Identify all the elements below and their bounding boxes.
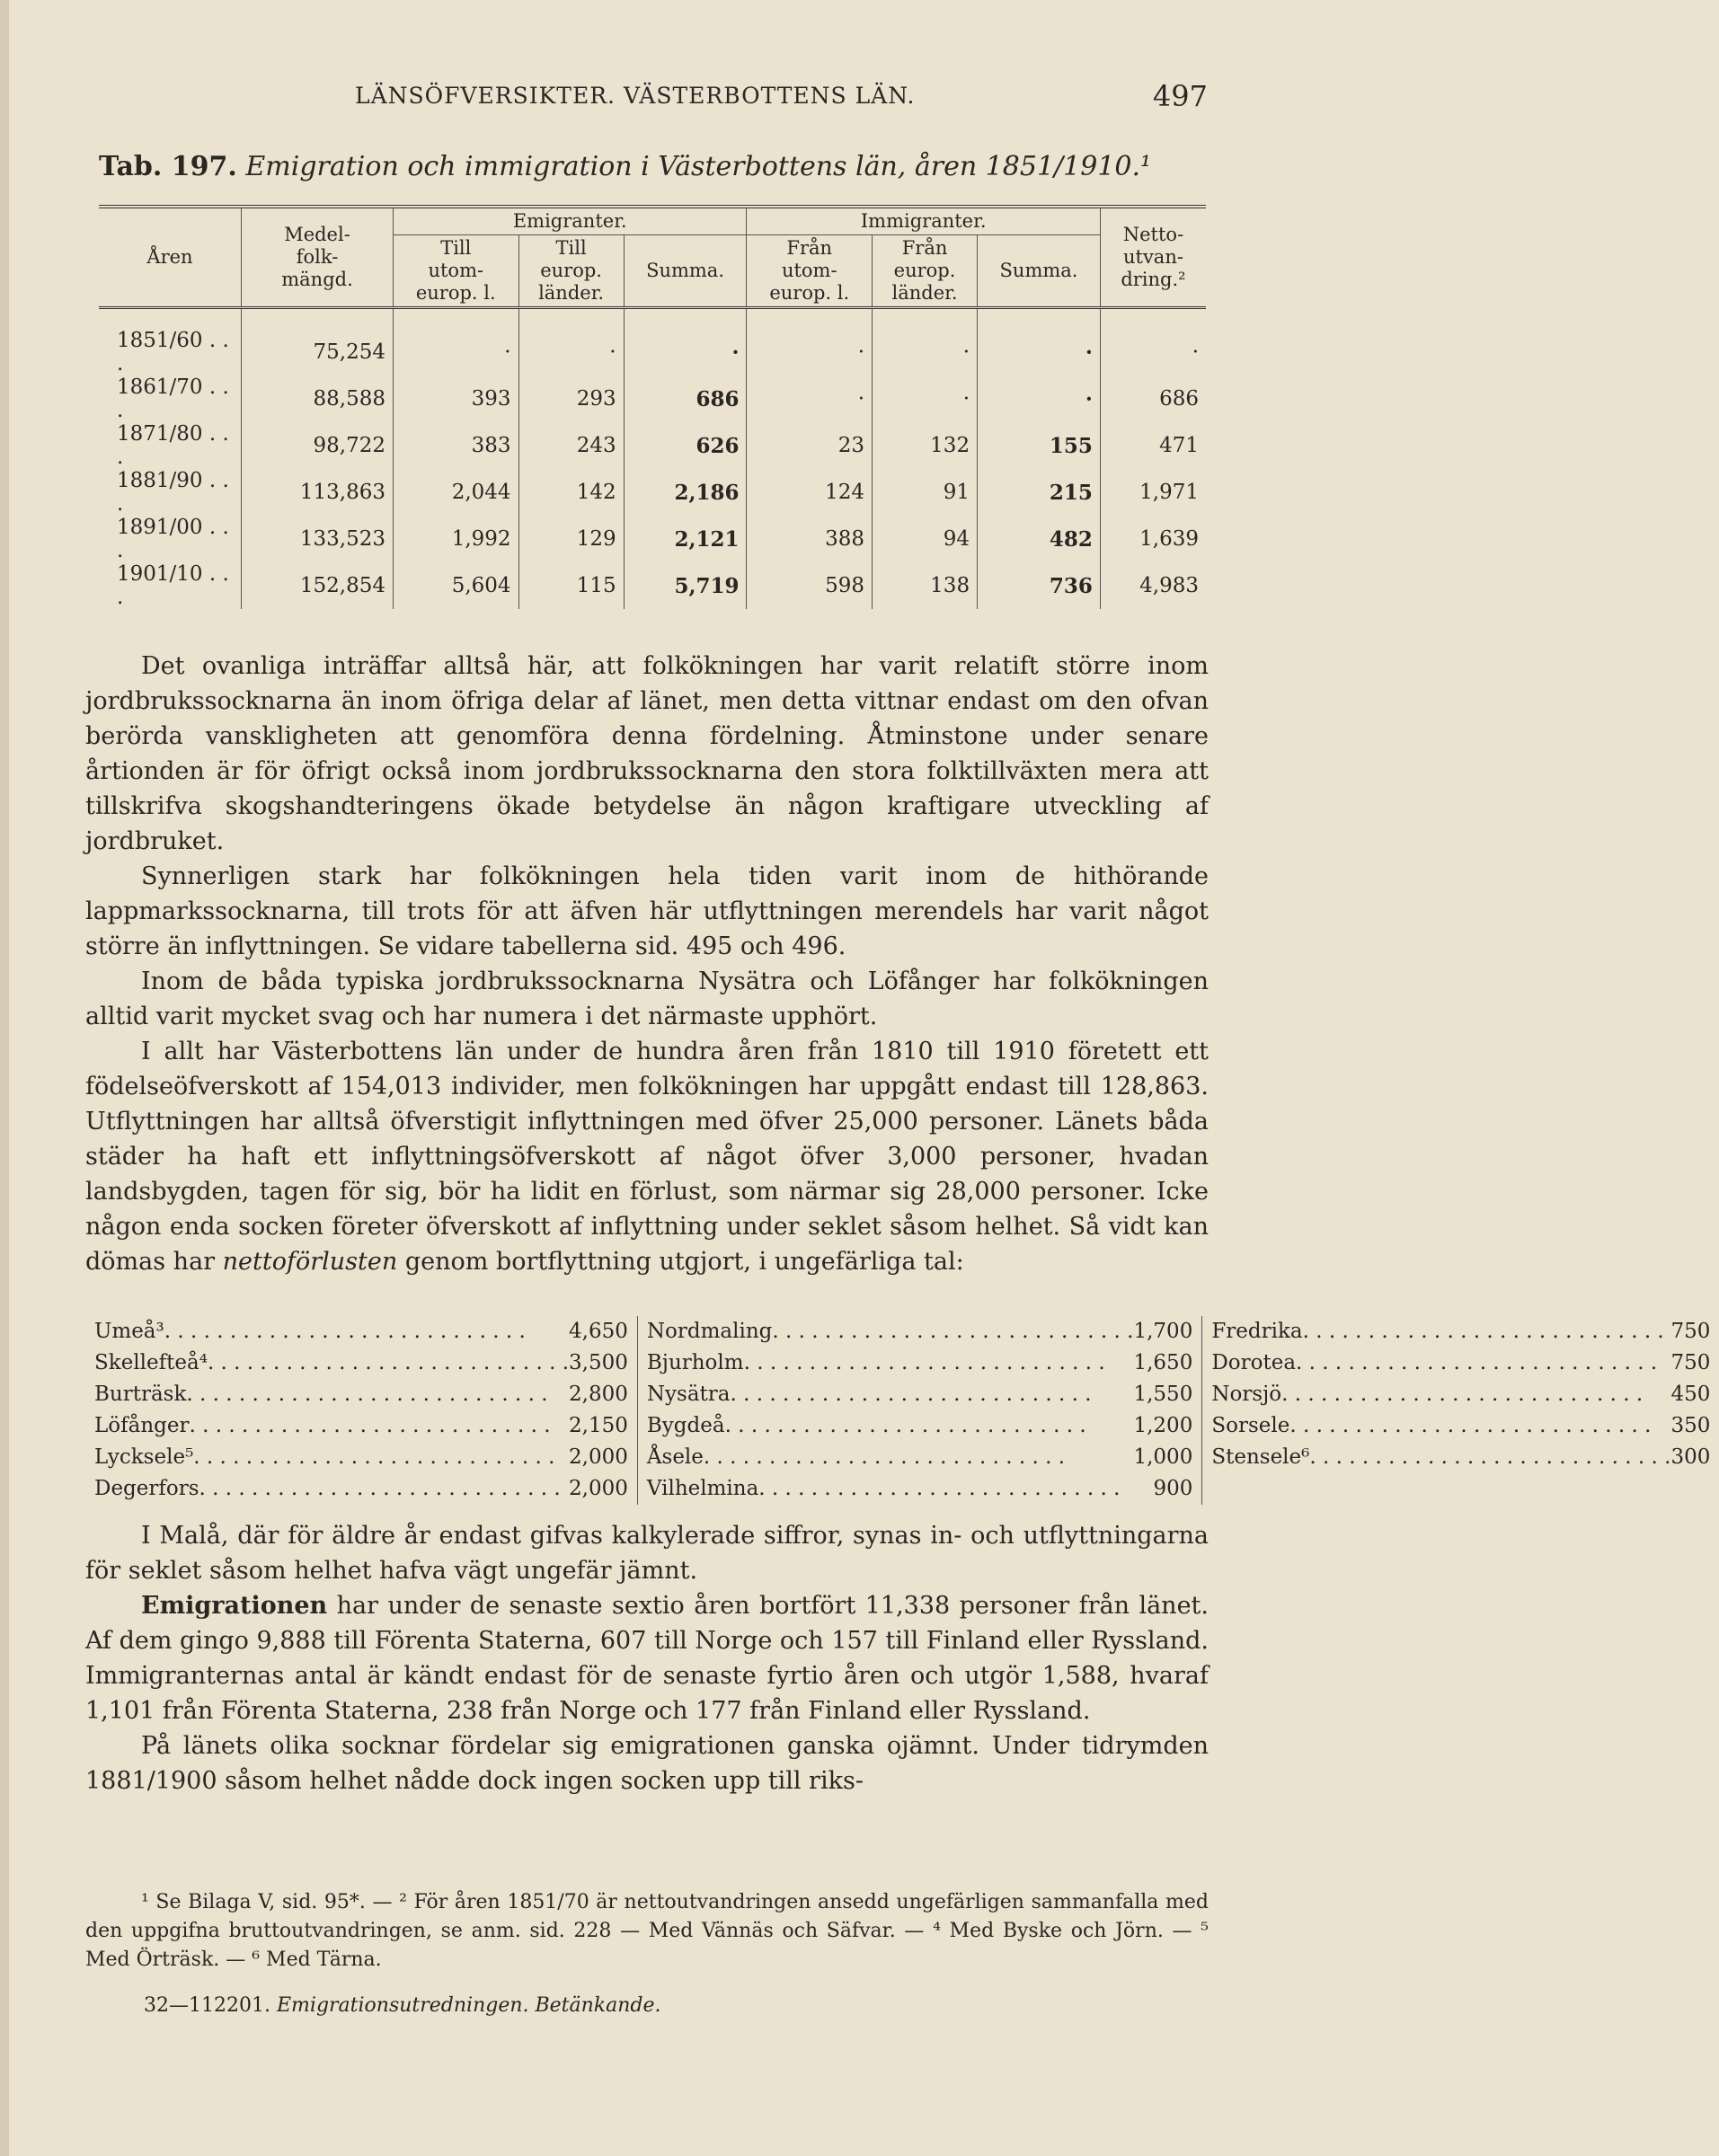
parish-value: 4,650: [569, 1320, 628, 1343]
paragraph-parishes: På länets olika socknar fördelar sig emigrationen ganska ojämnt. Under tidrymden 1881/1900 såsom helhet nådde dock ingen socken upp till riks-: [85, 1732, 1209, 1795]
leader-dots: [190, 1410, 570, 1442]
cell-value: 736: [978, 562, 1101, 609]
cell-value: 91: [873, 469, 978, 516]
publication-title: Emigrationsutredningen. Betänkande.: [276, 1994, 661, 2017]
cell-population: 88,588: [242, 376, 394, 422]
parish-row: [647, 1473, 1192, 1505]
cell-value: 2,121: [624, 516, 747, 562]
leader-dots: [704, 1442, 1134, 1473]
cell-value: ·: [747, 308, 873, 376]
leader-dots: [186, 1379, 569, 1410]
leader-dots: [164, 1316, 569, 1348]
parish-row: [647, 1410, 1192, 1442]
leader-dots: [208, 1348, 569, 1379]
cell-value: 155: [978, 422, 1101, 469]
parish-row: [1211, 1316, 1710, 1348]
parish-row: [1211, 1379, 1710, 1410]
emigration-table: [99, 205, 1206, 609]
parish-value: 2,000: [569, 1477, 628, 1500]
leader-dots: [758, 1473, 1153, 1505]
leader-dots: [1303, 1316, 1671, 1348]
cell-value: 482: [978, 516, 1101, 562]
page-edge: [0, 0, 9, 2156]
table-row: [99, 308, 1206, 376]
emphasis-nettoforlusten: nettoförlusten: [222, 1248, 398, 1276]
cell-value: 243: [518, 422, 624, 469]
leader-dots: [193, 1442, 569, 1473]
cell-value: 5,604: [394, 562, 519, 609]
parish-value: 2,150: [569, 1414, 628, 1437]
parish-value: 2,000: [569, 1445, 628, 1469]
parish-name: Löfånger: [94, 1414, 190, 1437]
parish-name: Nordmaling: [646, 1320, 773, 1343]
header-summa-emig: Summa.: [624, 235, 747, 308]
cell-value: 138: [873, 562, 978, 609]
cell-year: 1901/10 . . .: [117, 562, 229, 609]
parish-name: Umeå³: [94, 1320, 164, 1343]
cell-value: ·: [394, 308, 519, 376]
parish-name: Åsele: [646, 1445, 704, 1469]
parish-row: [94, 1379, 628, 1410]
cell-value: 383: [394, 422, 519, 469]
running-header: LÄNSÖFVERSIKTER. VÄSTERBOTTENS LÄN.: [355, 83, 916, 109]
parish-name: Nysätra: [646, 1383, 731, 1406]
leader-dots: [199, 1473, 570, 1505]
parish-row: [1211, 1348, 1710, 1379]
parish-name: Bjurholm: [646, 1351, 744, 1374]
header-till-utomeurop: Till utom- europ. l.: [394, 235, 519, 308]
leader-dots: [725, 1410, 1134, 1442]
cell-value: ·: [873, 308, 978, 376]
cell-value: 686: [624, 376, 747, 422]
cell-population: 152,854: [242, 562, 394, 609]
parish-list: [85, 1316, 1711, 1505]
cell-value: ·: [624, 308, 747, 376]
parish-name: Burträsk: [94, 1383, 187, 1406]
parish-value: 900: [1153, 1477, 1193, 1500]
paragraph: Det ovanliga inträffar alltså här, att folkökningen har varit relatift större inom jordbrukssocknarna än inom öfriga delar af länet, men detta vittnar endast om den ofvan berörda vanskligheten att genomföra denna fördelning. Åtminstone under senare årtionden är för öfrigt också inom jordbrukssocknarna den stora folktillväxten mera att tillskrifva skogshandteringens ökade betydelse än någon kraftigare utveckling af jordbruket.: [85, 652, 1209, 855]
parish-value: 1,700: [1133, 1320, 1193, 1343]
cell-value: 2,044: [394, 469, 519, 516]
cell-value: ·: [518, 308, 624, 376]
paragraph-emigration: [85, 1588, 1209, 1728]
parish-name: Skellefteå⁴: [94, 1351, 208, 1374]
footnote-text: ¹ Se Bilaga V, sid. 95*. — ² För åren 1851/70 är nettoutvandringen ansedd ungefärligen sammanfalla med den uppgifna bruttoutvandringen, se anm. sid. 228 — Med Vännäs och Säfvar. — ⁴ Med Byske och Jörn. — ⁵ Med Örträsk. — ⁶ Med Tärna.: [85, 1891, 1209, 1971]
leader-dots: [1296, 1348, 1670, 1379]
leader-dots: [1281, 1379, 1670, 1410]
footnotes: [85, 1888, 1209, 1975]
paragraph-mala: I Malå, där för äldre år endast gifvas kalkylerade siffror, synas in- och utflyttningarna för seklet såsom helhet hafva vägt ungefär jämnt.: [85, 1522, 1209, 1585]
parish-row: [94, 1442, 628, 1473]
parish-value: 300: [1670, 1445, 1711, 1469]
table-row: [99, 516, 1206, 562]
cell-value: ·: [1100, 308, 1206, 376]
table-title: Emigration och immigration i Västerbottens län, åren 1851/1910.¹: [245, 151, 1152, 182]
cell-value: 1,639: [1100, 516, 1206, 562]
parish-value: 750: [1670, 1351, 1711, 1374]
table-caption: [99, 151, 1151, 182]
cell-value: 215: [978, 469, 1101, 516]
cell-value: ·: [747, 376, 873, 422]
cell-value: 5,719: [624, 562, 747, 609]
parish-value: 450: [1670, 1383, 1711, 1406]
cell-value: 129: [518, 516, 624, 562]
parish-row: [94, 1473, 628, 1505]
cell-value: 388: [747, 516, 873, 562]
parish-row: [647, 1442, 1192, 1473]
header-nettoutvandring: Netto- utvan- dring.²: [1100, 207, 1206, 308]
cell-value: 626: [624, 422, 747, 469]
page-footer: [144, 1994, 661, 2017]
cell-year: 1891/00 . . .: [117, 516, 229, 562]
paragraph-text: genom bortflyttning utgjort, i ungefärliga tal:: [397, 1248, 964, 1276]
parish-name: Fredrika: [1211, 1320, 1303, 1343]
paragraph: Synnerligen stark har folkökningen hela tiden varit inom de hithörande lappmarkssocknarna, till trots för att äfven här utflyttningen merendels har varit något större än inflyttningen. Se vidare tabellerna sid. 495 och 496.: [85, 862, 1209, 960]
cell-value: 115: [518, 562, 624, 609]
paragraph-netloss: [85, 1034, 1209, 1279]
leader-dots: [1309, 1442, 1670, 1473]
cell-year: 1851/60 . . .: [117, 329, 229, 376]
parish-value: 750: [1670, 1320, 1711, 1343]
header-fran-utomeurop: Från utom- europ. l.: [747, 235, 873, 308]
header-medelfolkmangd: Medel- folk- mängd.: [242, 207, 394, 308]
cell-value: 1,971: [1100, 469, 1206, 516]
leader-dots: [744, 1348, 1134, 1379]
cell-population: 133,523: [242, 516, 394, 562]
parish-value: 2,800: [569, 1383, 628, 1406]
header-aren: Åren: [146, 246, 193, 268]
header-till-europ: Till europ. länder.: [518, 235, 624, 308]
parish-value: 1,200: [1133, 1414, 1193, 1437]
cell-value: 4,983: [1100, 562, 1206, 609]
body-text: [85, 649, 1209, 1279]
cell-value: 94: [873, 516, 978, 562]
cell-value: ·: [978, 376, 1101, 422]
paragraph: Inom de båda typiska jordbrukssocknarna Nysätra och Löfånger har folkökningen alltid varit mycket svag och har numera i det närmaste upphört.: [85, 968, 1209, 1030]
parish-row: [94, 1348, 628, 1379]
heading-emigrationen: Emigrationen: [141, 1592, 328, 1620]
parish-column: [1201, 1316, 1719, 1505]
parish-row: [1211, 1410, 1710, 1442]
cell-value: 142: [518, 469, 624, 516]
table-row: [99, 562, 1206, 609]
paragraph-text: I allt har Västerbottens län under de hundra åren från 1810 till 1910 företett ett födelseöfverskott af 154,013 individer, men folkökningen har uppgått endast till 128,863. Utflyttningen har alltså öfverstigit inflyttningen med öfver 25,000 personer. Länets båda städer ha haft ett inflyttningsöfverskott af något öfver 3,000 personer, hvadan landsbygden, tagen för sig, bör ha lidit en förlust, som närmar sig 28,000 personer. Icke någon enda socken företer öfverskott af inflyttning under seklet såsom helhet. Så vidt kan dömas har: [85, 1038, 1209, 1276]
cell-value: 293: [518, 376, 624, 422]
cell-value: ·: [873, 376, 978, 422]
cell-year: 1881/90 . . .: [117, 469, 229, 516]
paragraph-text: har under de senaste sextio åren bortfört 11,338 personer från länet. Af dem gingo 9,888 till Förenta Staterna, 607 till Norge och 157 till Finland eller Ryssland. Immigranternas antal är kändt endast för de senaste fyrtio åren och utgör 1,588, hvaraf 1,101 från Förenta Staterna, 238 från Norge och 177 från Finland eller Ryssland.: [85, 1592, 1210, 1725]
parish-name: Lycksele⁵: [94, 1445, 194, 1469]
parish-row: [1211, 1442, 1710, 1473]
cell-value: 393: [394, 376, 519, 422]
parish-name: Vilhelmina: [646, 1477, 759, 1500]
parish-row: [647, 1316, 1192, 1348]
parish-name: Norsjö: [1211, 1383, 1282, 1406]
parish-name: Stensele⁶: [1211, 1445, 1310, 1469]
parish-value: 1,550: [1133, 1383, 1193, 1406]
cell-value: 124: [747, 469, 873, 516]
parish-value: 3,500: [569, 1351, 628, 1374]
parish-value: 1,650: [1133, 1351, 1193, 1374]
cell-value: 23: [747, 422, 873, 469]
header-emigranter: Emigranter.: [394, 207, 747, 235]
parish-name: Bygdeå: [646, 1414, 725, 1437]
parish-name: Degerfors: [94, 1477, 199, 1500]
table-row: [99, 422, 1206, 469]
cell-value: 471: [1100, 422, 1206, 469]
parish-row: [647, 1379, 1192, 1410]
leader-dots: [1289, 1410, 1670, 1442]
cell-value: ·: [978, 308, 1101, 376]
cell-population: 75,254: [242, 308, 394, 376]
table-row: [99, 376, 1206, 422]
cell-value: 2,186: [624, 469, 747, 516]
cell-value: 598: [747, 562, 873, 609]
header-fran-europ: Från europ. länder.: [873, 235, 978, 308]
cell-value: 1,992: [394, 516, 519, 562]
cell-population: 113,863: [242, 469, 394, 516]
table-number: Tab. 197.: [99, 151, 237, 182]
parish-name: Sorsele: [1211, 1414, 1290, 1437]
parish-name: Dorotea: [1211, 1351, 1297, 1374]
header-summa-immig: Summa.: [978, 235, 1101, 308]
body-text-lower: [85, 1518, 1209, 1798]
cell-year: 1871/80 . . .: [117, 422, 229, 469]
parish-value: 350: [1670, 1414, 1711, 1437]
parish-row: [94, 1410, 628, 1442]
cell-population: 98,722: [242, 422, 394, 469]
cell-year: 1861/70 . . .: [117, 376, 229, 422]
parish-row: [647, 1348, 1192, 1379]
table-body: [99, 308, 1206, 610]
parish-column: [637, 1316, 1201, 1505]
parish-row: [94, 1316, 628, 1348]
cell-value: 686: [1100, 376, 1206, 422]
leader-dots: [772, 1316, 1133, 1348]
table-row: [99, 469, 1206, 516]
print-number: 32—112201.: [144, 1994, 270, 2017]
page-number: 497: [1152, 79, 1208, 113]
parish-value: 1,000: [1133, 1445, 1193, 1469]
parish-column: [85, 1316, 637, 1505]
leader-dots: [731, 1379, 1134, 1410]
header-immigranter: Immigranter.: [747, 207, 1100, 235]
cell-value: 132: [873, 422, 978, 469]
